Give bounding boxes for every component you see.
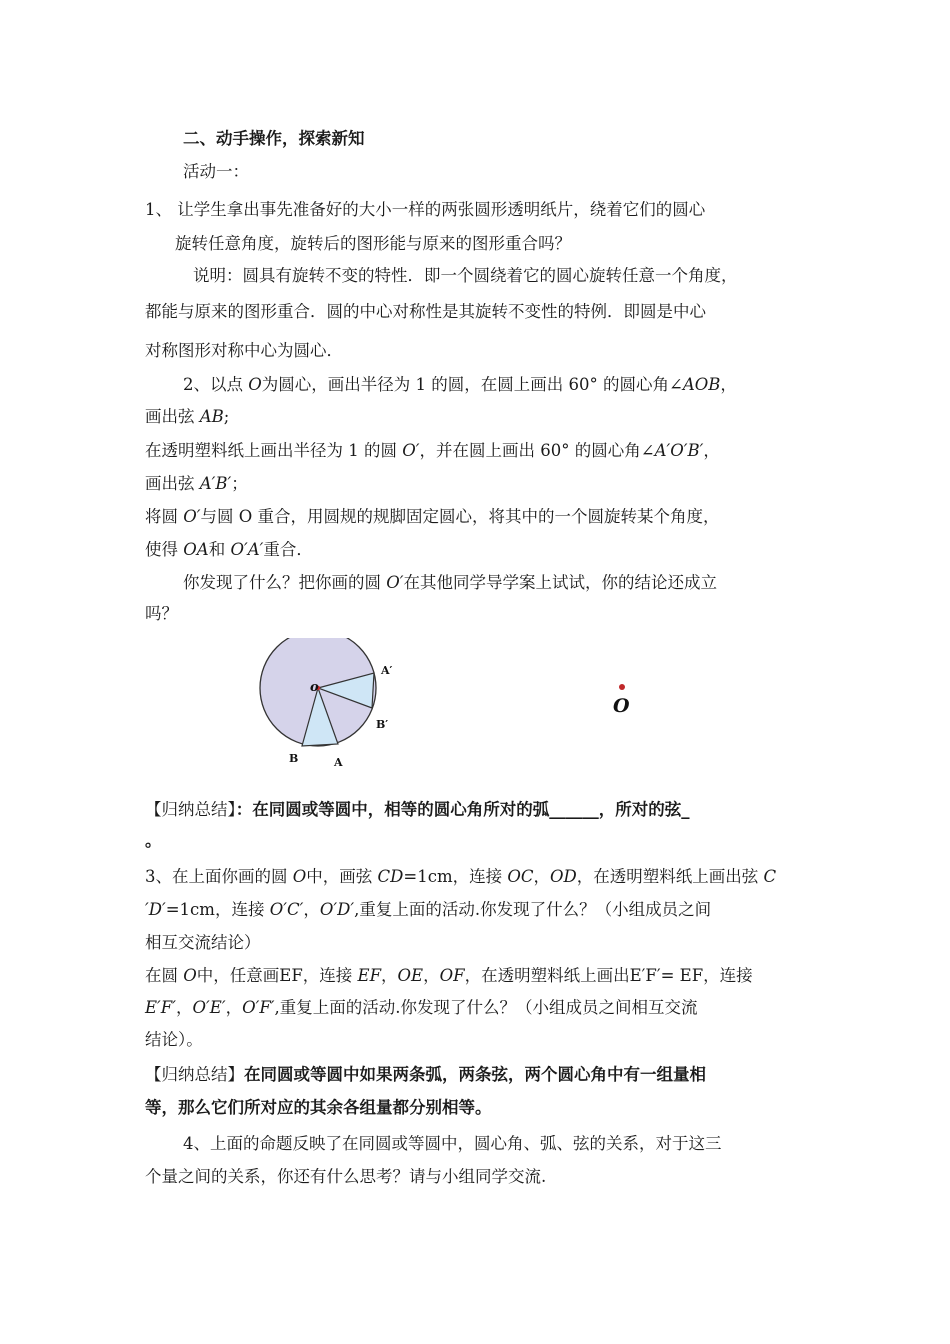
var-oc-prime: O′C′ <box>269 900 304 919</box>
text: ， <box>303 900 320 919</box>
item2-line7 <box>183 572 717 594</box>
var-od-prime: O′D′ <box>319 900 355 919</box>
text: 为圆心，画出半径为 1 的圆，在圆上画出 60° 的圆心角∠ <box>261 375 683 394</box>
var-o: O <box>248 375 262 394</box>
var-oe-prime: O′E′ <box>192 998 226 1017</box>
label-a-prime: A′ <box>381 664 393 677</box>
var-o: O <box>292 867 307 886</box>
summary2-line2: 等，那么它们所对应的其余各组量都分别相等。 <box>145 1098 492 1117</box>
text: ， <box>720 375 737 394</box>
label-o: O <box>613 695 630 717</box>
text: 2、以点 <box>183 375 249 394</box>
text: ； <box>231 474 248 493</box>
var-of: OF <box>439 966 465 985</box>
section-title: 二、动手操作，探索新知 <box>183 129 365 148</box>
text: ,重复上面的活动.你发现了什么？（小组成员之间相互交流 <box>274 998 698 1017</box>
text: ，在透明塑料纸上画出弦 <box>576 867 764 886</box>
var-ef-prime: E′F′ <box>145 998 176 1017</box>
text: 将圆 <box>145 507 184 526</box>
summary2-line1 <box>145 1064 706 1086</box>
label-b-prime: B′ <box>376 718 389 731</box>
label-b: B <box>289 752 299 765</box>
var-oa-prime: O′A′ <box>230 540 264 559</box>
text: 在圆 <box>145 966 184 985</box>
var-angle: A′O′B′ <box>654 441 704 460</box>
text: ， <box>225 998 243 1017</box>
text: ， <box>533 867 551 886</box>
text: 与圆 O 重合，用圆规的规脚固定圆心，将其中的一个圆旋转某个角度， <box>200 507 720 526</box>
text: 画出弦 <box>145 407 200 426</box>
var-o-prime: O′ <box>183 507 201 526</box>
item2-line5 <box>145 506 720 528</box>
note-line1: 说明：圆具有旋转不变的特性．即一个圆绕着它的圆心旋转任意一个角度， <box>193 266 738 285</box>
text: ， <box>703 441 720 460</box>
summary-tag: 【归纳总结】 <box>145 1065 244 1084</box>
text: ，并在圆上画出 60° 的圆心角∠ <box>419 441 655 460</box>
note-line3: 对称图形对称中心为圆心． <box>145 341 343 360</box>
text: ,重复上面的活动.你发现了什么？（小组成员之间 <box>354 900 712 919</box>
var-ef: EF <box>357 966 382 985</box>
text: =1cm，连接 <box>403 867 508 886</box>
var-ab-prime: A′B′ <box>199 474 232 493</box>
text: 中，画弦 <box>306 867 378 886</box>
item3-line6: 结论）。 <box>145 1030 203 1049</box>
var-aob: AOB <box>682 375 721 394</box>
summary-text: 在同圆或等圆中如果两条弧，两条弦，两个圆心角中有一组量相 <box>244 1065 706 1084</box>
item4-line1: 4、上面的命题反映了在同圆或等圆中，圆心角、弧、弦的关系，对于这三 <box>183 1134 722 1153</box>
var-oa: OA <box>183 540 209 559</box>
text: ， <box>423 966 440 985</box>
text: 画出弦 <box>145 474 200 493</box>
rotated-circle-figure <box>256 638 406 773</box>
text: ，在透明塑料纸上画出E′F′= EF，连接 <box>464 966 753 985</box>
text: 和 <box>208 540 231 559</box>
summary1-line2: 。 <box>145 831 162 850</box>
item2-line1 <box>183 374 737 396</box>
text: 在其他同学导学案上试试，你的结论还成立 <box>403 573 718 592</box>
item2-line3 <box>145 440 720 462</box>
text: 3、在上面你画的圆 <box>145 867 293 886</box>
item1-line1: 1、 让学生拿出事先准备好的大小一样的两张圆形透明纸片，绕着它们的圆心 <box>145 200 706 219</box>
var-o: O <box>183 966 197 985</box>
item3-line2 <box>145 899 711 921</box>
text: ， <box>176 998 193 1017</box>
item3-line5 <box>145 997 698 1019</box>
var-oc: OC <box>507 867 534 886</box>
text: 中，任意画EF，连接 <box>196 966 358 985</box>
text: 在透明塑料纸上画出半径为 1 的圆 <box>145 441 403 460</box>
var-od: OD <box>550 867 577 886</box>
item4-line2: 个量之间的关系，你还有什么思考？请与小组同学交流. <box>145 1167 547 1186</box>
text: ， <box>381 966 398 985</box>
activity-label: 活动一： <box>183 162 249 181</box>
var-c: C <box>763 867 777 886</box>
var-o-prime: O′ <box>386 573 404 592</box>
text: 你发现了什么？把你画的圆 <box>183 573 387 592</box>
item1-line2: 旋转任意角度，旋转后的图形能与原来的图形重合吗？ <box>175 234 571 253</box>
var-ab: AB <box>199 407 224 426</box>
item3-line1 <box>145 866 776 888</box>
summary1-line1 <box>145 799 690 821</box>
item3-line3: 相互交流结论） <box>145 933 261 952</box>
text: 使得 <box>145 540 184 559</box>
var-of-prime: O′F′ <box>242 998 275 1017</box>
item2-line8: 吗？ <box>145 604 178 623</box>
label-o: o <box>310 680 319 695</box>
summary-tag: 【归纳总结】 <box>145 800 236 819</box>
item2-line4 <box>145 473 248 495</box>
var-oe: OE <box>397 966 424 985</box>
var-o-prime: O′ <box>402 441 420 460</box>
summary-text: ：在同圆或等圆中，相等的圆心角所对的弧______，所对的弦_ <box>235 800 690 819</box>
point-o-dot <box>619 684 625 690</box>
item3-line4 <box>145 965 753 987</box>
item2-line6 <box>145 539 313 561</box>
text: 重合． <box>263 540 313 559</box>
note-line2: 都能与原来的图形重合．圆的中心对称性是其旋转不变性的特例．即圆是中心 <box>145 302 706 321</box>
text: =1cm，连接 <box>165 900 270 919</box>
label-a: A <box>334 756 343 769</box>
var-d-prime: ′D′ <box>145 900 166 919</box>
text: ; <box>223 407 230 426</box>
item2-line2 <box>145 406 229 428</box>
point-o-figure <box>606 680 646 720</box>
var-cd: CD <box>377 867 404 886</box>
